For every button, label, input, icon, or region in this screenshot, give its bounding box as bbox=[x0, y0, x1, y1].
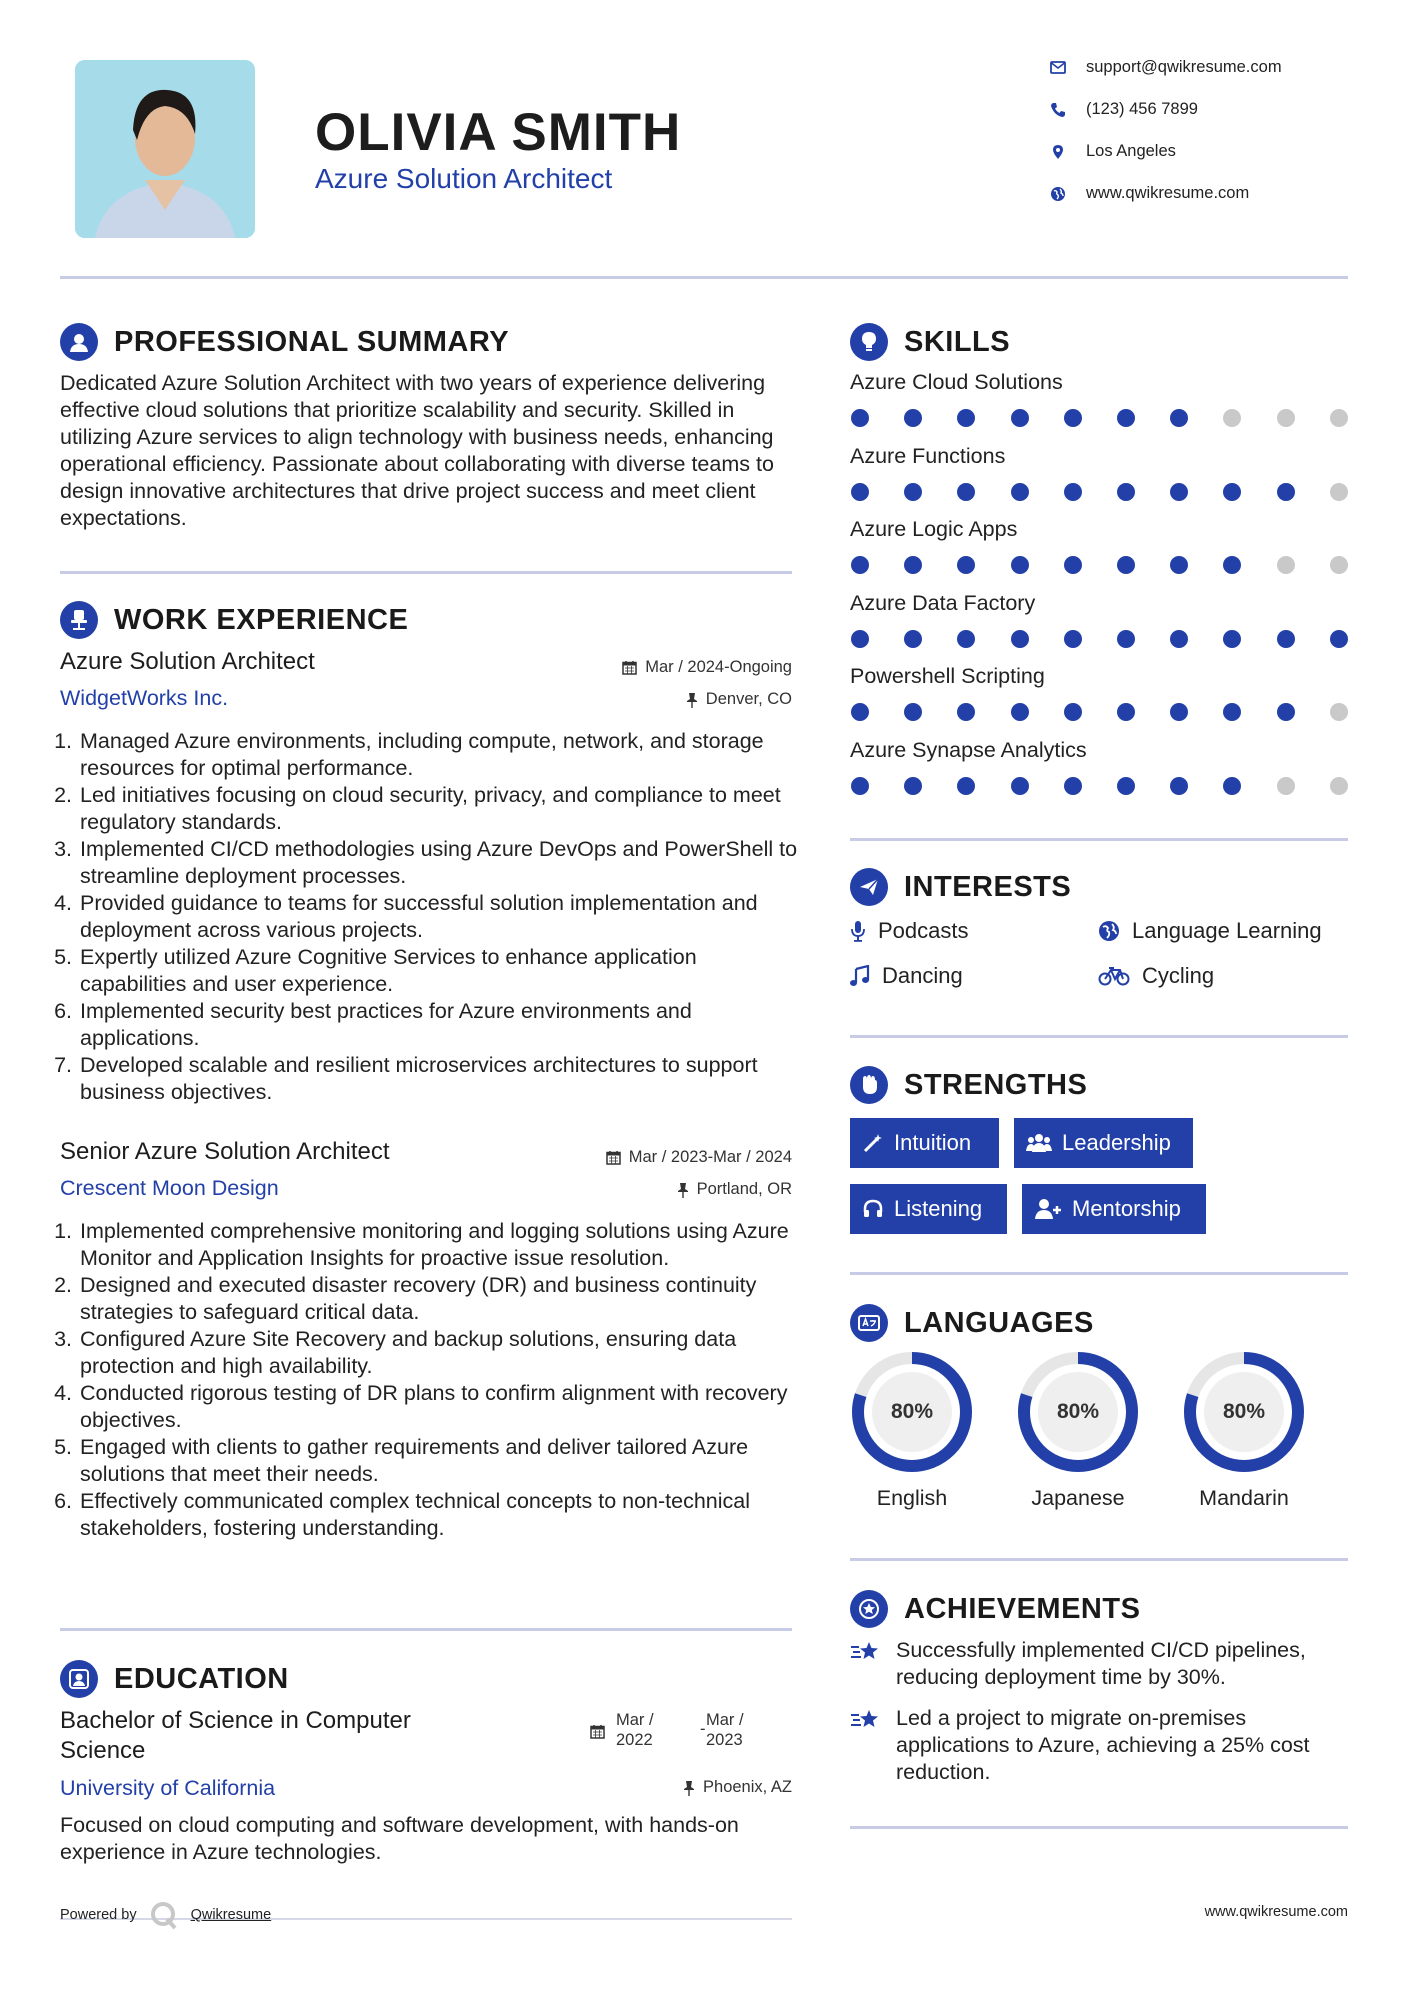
skill-name: Azure Data Factory bbox=[850, 590, 1036, 615]
skill-level-dot bbox=[957, 703, 975, 721]
user-circle-icon bbox=[60, 323, 98, 361]
skills-list bbox=[850, 370, 1350, 800]
skill-level-dot bbox=[1064, 409, 1082, 427]
skill-level-dot bbox=[851, 630, 869, 648]
skill-level-dot bbox=[1330, 409, 1348, 427]
profile-photo bbox=[75, 60, 255, 238]
skill-level-dot bbox=[1011, 483, 1029, 501]
skill-level-dot bbox=[1223, 630, 1241, 648]
pushpin-icon bbox=[686, 692, 698, 708]
strengths-heading bbox=[850, 1066, 1087, 1104]
strengths-divider bbox=[850, 1272, 1348, 1275]
interest-label: Cycling bbox=[1142, 963, 1215, 988]
skill-level-dot bbox=[851, 777, 869, 795]
list-item: 4. Conducted rigorous testing of DR plans to confirm alignment with recovery objectives. bbox=[78, 1380, 808, 1434]
skill-row bbox=[850, 517, 1350, 577]
list-item: 3. Configured Azure Site Recovery and backup solutions, ensuring data protection and high availability. bbox=[78, 1326, 808, 1380]
skill-name: Azure Logic Apps bbox=[850, 517, 1018, 541]
achievements-heading bbox=[850, 1590, 1140, 1628]
lightbulb-icon bbox=[850, 323, 888, 361]
interest-label: Dancing bbox=[882, 963, 963, 988]
contact-website-text: www.qwikresume.com bbox=[1086, 184, 1250, 202]
skill-level-dot bbox=[1170, 556, 1188, 574]
skill-level-dot bbox=[1064, 483, 1082, 501]
shooting-star-icon bbox=[850, 1639, 882, 1665]
job-title: Azure Solution Architect bbox=[60, 648, 315, 675]
list-item: 5. Engaged with clients to gather requirements and deliver tailored Azure solutions that meet their needs. bbox=[78, 1434, 808, 1488]
job-title: Senior Azure Solution Architect bbox=[60, 1138, 390, 1165]
job-location bbox=[686, 690, 792, 709]
skill-level-dot bbox=[957, 556, 975, 574]
skill-level-dot bbox=[957, 483, 975, 501]
education-location bbox=[683, 1778, 792, 1797]
user-plus-icon bbox=[1034, 1198, 1062, 1220]
skill-level-dot bbox=[851, 556, 869, 574]
language-item bbox=[1016, 1350, 1140, 1520]
skill-level-dot bbox=[957, 630, 975, 648]
skill-level-dot bbox=[1011, 777, 1029, 795]
strength-tag bbox=[1014, 1118, 1193, 1168]
fist-icon bbox=[850, 1066, 888, 1104]
education-heading bbox=[60, 1660, 289, 1698]
skill-level-dot bbox=[957, 777, 975, 795]
skill-level-dot bbox=[851, 703, 869, 721]
skill-level-dot bbox=[1117, 703, 1135, 721]
skills-divider bbox=[850, 838, 1348, 841]
contact-phone[interactable] bbox=[1050, 100, 1198, 119]
skill-name: Azure Functions bbox=[850, 443, 1006, 468]
degree-title: Bachelor of Science in Computer Science bbox=[60, 1707, 411, 1764]
job-dates bbox=[622, 658, 792, 677]
summary-heading bbox=[60, 323, 509, 361]
skill-level-dot bbox=[1170, 409, 1188, 427]
globe-icon bbox=[1098, 920, 1120, 942]
interest-item bbox=[850, 918, 969, 944]
language-percent: 80% bbox=[1056, 1400, 1100, 1423]
list-item: 5. Expertly utilized Azure Cognitive Services to enhance application capabilities and user experience. bbox=[78, 944, 808, 998]
education-end: Mar / 2023 bbox=[706, 1711, 744, 1749]
interests-heading bbox=[850, 868, 1071, 906]
bicycle-icon bbox=[1098, 966, 1130, 986]
powered-by-label: Powered by bbox=[60, 1907, 137, 1923]
skill-row bbox=[850, 370, 1350, 430]
skill-level-dot bbox=[904, 483, 922, 501]
interest-label: Podcasts bbox=[878, 918, 969, 943]
skill-level-dot bbox=[1330, 777, 1348, 795]
paper-plane-icon bbox=[850, 868, 888, 906]
job-location bbox=[677, 1180, 792, 1199]
interests-divider bbox=[850, 1035, 1348, 1038]
skill-name: Azure Cloud Solutions bbox=[850, 370, 1063, 394]
qwikresume-link[interactable]: Qwikresume bbox=[190, 1907, 272, 1923]
interest-item bbox=[1098, 918, 1322, 944]
skill-level-dot bbox=[1223, 483, 1241, 501]
language-icon bbox=[850, 1304, 888, 1342]
list-item: 7. Developed scalable and resilient microservices architectures to support business objectives. bbox=[78, 1052, 808, 1106]
skill-level-dot bbox=[1330, 483, 1348, 501]
contact-website[interactable] bbox=[1050, 184, 1249, 203]
strength-label: Leadership bbox=[1062, 1130, 1171, 1155]
skill-level-dot bbox=[1277, 556, 1295, 574]
list-item: 2. Designed and executed disaster recovery (DR) and business continuity strategies to safeguard critical data. bbox=[78, 1272, 808, 1326]
interest-label: Language Learning bbox=[1132, 918, 1322, 943]
skill-level-dot bbox=[1117, 483, 1135, 501]
achievements-divider bbox=[850, 1826, 1348, 1829]
music-note-icon bbox=[850, 965, 870, 987]
skill-name: Azure Synapse Analytics bbox=[850, 737, 1087, 762]
skill-level-dot bbox=[1223, 556, 1241, 574]
skill-name: Powershell Scripting bbox=[850, 664, 1045, 688]
skills-heading-text: SKILLS bbox=[904, 325, 1011, 358]
skill-level-dot bbox=[1117, 630, 1135, 648]
experience-heading bbox=[60, 601, 408, 639]
skill-level-dot bbox=[1064, 630, 1082, 648]
experience-heading-text: WORK EXPERIENCE bbox=[114, 603, 409, 636]
strength-tag bbox=[1022, 1184, 1206, 1234]
envelope-icon bbox=[1050, 61, 1066, 74]
achievement-text: Successfully implemented CI/CD pipelines, reducing deployment time by 30%. bbox=[896, 1638, 1306, 1689]
skill-level-dot bbox=[1117, 409, 1135, 427]
strength-label: Mentorship bbox=[1072, 1196, 1181, 1221]
language-name: English bbox=[876, 1486, 948, 1510]
contact-location bbox=[1050, 142, 1176, 161]
strength-label: Listening bbox=[894, 1196, 983, 1221]
interest-item bbox=[1098, 963, 1214, 989]
strength-tag bbox=[850, 1184, 1007, 1234]
list-item: 1. Managed Azure environments, including compute, network, and storage resources for optimal performance. bbox=[78, 728, 808, 782]
skill-level-dot bbox=[957, 409, 975, 427]
experience-divider bbox=[60, 1628, 792, 1631]
list-item: 6. Implemented security best practices for Azure environments and applications. bbox=[78, 998, 808, 1052]
users-icon bbox=[1026, 1132, 1052, 1154]
skill-level-dot bbox=[1277, 703, 1295, 721]
skill-level-dot bbox=[1011, 703, 1029, 721]
graduate-icon bbox=[60, 1660, 98, 1698]
candidate-name: OLIVIA SMITH bbox=[315, 103, 682, 162]
skill-level-dot bbox=[904, 703, 922, 721]
job-company: Crescent Moon Design bbox=[60, 1176, 279, 1200]
footer-powered bbox=[60, 1900, 271, 1930]
qwikresume-logo-icon bbox=[149, 1900, 179, 1930]
calendar-icon bbox=[590, 1724, 605, 1739]
skill-level-dot bbox=[1277, 483, 1295, 501]
language-name: Japanese bbox=[1031, 1486, 1125, 1510]
list-item: 2. Led initiatives focusing on cloud security, privacy, and compliance to meet regulatory standards. bbox=[78, 782, 808, 836]
pushpin-icon bbox=[677, 1182, 689, 1198]
skill-level-dot bbox=[1277, 409, 1295, 427]
languages-list bbox=[850, 1350, 1350, 1520]
job-dates bbox=[606, 1148, 792, 1167]
skill-level-dot bbox=[1064, 556, 1082, 574]
job-dates-text: Mar / 2024-Ongoing bbox=[645, 658, 792, 676]
job-dates-text: Mar / 2023-Mar / 2024 bbox=[628, 1148, 792, 1166]
calendar-icon bbox=[606, 1150, 621, 1165]
contact-email-text: support@qwikresume.com bbox=[1086, 58, 1282, 76]
candidate-title: Azure Solution Architect bbox=[315, 163, 613, 194]
language-name: Mandarin bbox=[1199, 1486, 1289, 1510]
languages-heading bbox=[850, 1304, 1094, 1342]
school-name: University of California bbox=[60, 1776, 276, 1800]
contact-phone-text: (123) 456 7899 bbox=[1086, 100, 1198, 118]
skill-level-dot bbox=[904, 556, 922, 574]
skill-level-dot bbox=[851, 483, 869, 501]
skill-level-dot bbox=[904, 630, 922, 648]
microphone-icon bbox=[850, 920, 866, 942]
language-item bbox=[1182, 1350, 1306, 1520]
skill-level-dot bbox=[851, 409, 869, 427]
date-separator: - bbox=[700, 1720, 706, 1738]
skill-level-dot bbox=[1170, 777, 1188, 795]
calendar-icon bbox=[622, 660, 637, 675]
skill-row bbox=[850, 738, 1350, 798]
contact-email[interactable] bbox=[1050, 58, 1282, 77]
skill-level-dot bbox=[1170, 703, 1188, 721]
job-location-text: Denver, CO bbox=[705, 690, 792, 708]
skill-row bbox=[850, 444, 1350, 504]
headphones-icon bbox=[862, 1198, 884, 1220]
skill-level-dot bbox=[1117, 556, 1135, 574]
header-divider bbox=[60, 276, 1348, 279]
skill-row bbox=[850, 664, 1350, 724]
achievement-text: Led a project to migrate on-premises applications to Azure, achieving a 25% cost reduction. bbox=[896, 1706, 1310, 1784]
skill-level-dot bbox=[1170, 483, 1188, 501]
job-company: WidgetWorks Inc. bbox=[60, 686, 229, 710]
job-bullets bbox=[60, 728, 808, 1106]
list-item: 4. Provided guidance to teams for successful solution implementation and deployment across various projects. bbox=[78, 890, 808, 944]
language-percent: 80% bbox=[890, 1400, 934, 1423]
job-bullets bbox=[60, 1218, 808, 1542]
skill-level-dot bbox=[1277, 630, 1295, 648]
job-location-text: Portland, OR bbox=[696, 1180, 792, 1198]
phone-icon bbox=[1050, 102, 1066, 118]
summary-divider bbox=[60, 571, 792, 574]
skill-level-dot bbox=[1011, 409, 1029, 427]
contact-location-text: Los Angeles bbox=[1086, 142, 1176, 160]
skill-level-dot bbox=[1011, 630, 1029, 648]
languages-heading-text: LANGUAGES bbox=[904, 1306, 1094, 1339]
language-item bbox=[850, 1350, 974, 1520]
skills-heading bbox=[850, 323, 1010, 361]
skill-level-dot bbox=[1223, 409, 1241, 427]
skill-level-dot bbox=[1223, 703, 1241, 721]
skill-level-dot bbox=[1170, 630, 1188, 648]
skill-level-dot bbox=[1330, 556, 1348, 574]
skill-row bbox=[850, 591, 1350, 651]
education-description: Focused on cloud computing and software development, with hands-on experience in Azure technologies. bbox=[60, 1813, 739, 1864]
summary-text: Dedicated Azure Solution Architect with two years of experience delivering effective cloud solutions that prioritize scalability and security. Skilled in utilizing Azure services to align technology with business needs, enhancing operational efficiency. Passionate about collaborating with diverse teams to design innovative architectures that drive project success and meet client expectations. bbox=[60, 371, 774, 530]
languages-divider bbox=[850, 1558, 1348, 1561]
skill-level-dot bbox=[1330, 703, 1348, 721]
skill-level-dot bbox=[904, 777, 922, 795]
skill-level-dot bbox=[1330, 630, 1348, 648]
pushpin-icon bbox=[683, 1780, 695, 1796]
star-badge-icon bbox=[850, 1590, 888, 1628]
summary-heading-text: PROFESSIONAL SUMMARY bbox=[114, 325, 510, 358]
strength-tag bbox=[850, 1118, 999, 1168]
map-pin-icon bbox=[1050, 144, 1066, 160]
strengths-heading-text: STRENGTHS bbox=[904, 1068, 1088, 1101]
skill-level-dot bbox=[1011, 556, 1029, 574]
achievements-heading-text: ACHIEVEMENTS bbox=[904, 1592, 1141, 1625]
skill-level-dot bbox=[1277, 777, 1295, 795]
shooting-star-icon bbox=[850, 1707, 882, 1733]
globe-icon bbox=[1050, 186, 1066, 202]
list-item: 6. Effectively communicated complex technical concepts to non-technical stakeholders, fostering understanding. bbox=[78, 1488, 808, 1542]
interests-heading-text: INTERESTS bbox=[904, 870, 1072, 903]
list-item: 1. Implemented comprehensive monitoring and logging solutions using Azure Monitor and Application Insights for proactive issue resolution. bbox=[78, 1218, 808, 1272]
list-item: 3. Implemented CI/CD methodologies using Azure DevOps and PowerShell to streamline deployment processes. bbox=[78, 836, 808, 890]
education-heading-text: EDUCATION bbox=[114, 1662, 289, 1695]
skill-level-dot bbox=[1117, 777, 1135, 795]
magic-wand-icon bbox=[862, 1132, 884, 1154]
interest-item bbox=[850, 963, 963, 989]
office-chair-icon bbox=[60, 601, 98, 639]
strength-label: Intuition bbox=[894, 1130, 972, 1155]
skill-level-dot bbox=[1064, 777, 1082, 795]
footer-website[interactable]: www.qwikresume.com bbox=[1204, 1904, 1348, 1920]
skill-level-dot bbox=[904, 409, 922, 427]
skill-level-dot bbox=[1223, 777, 1241, 795]
education-start: Mar / 2022 bbox=[616, 1711, 654, 1749]
education-location-text: Phoenix, AZ bbox=[703, 1778, 792, 1796]
skill-level-dot bbox=[1064, 703, 1082, 721]
language-percent: 80% bbox=[1222, 1400, 1266, 1423]
